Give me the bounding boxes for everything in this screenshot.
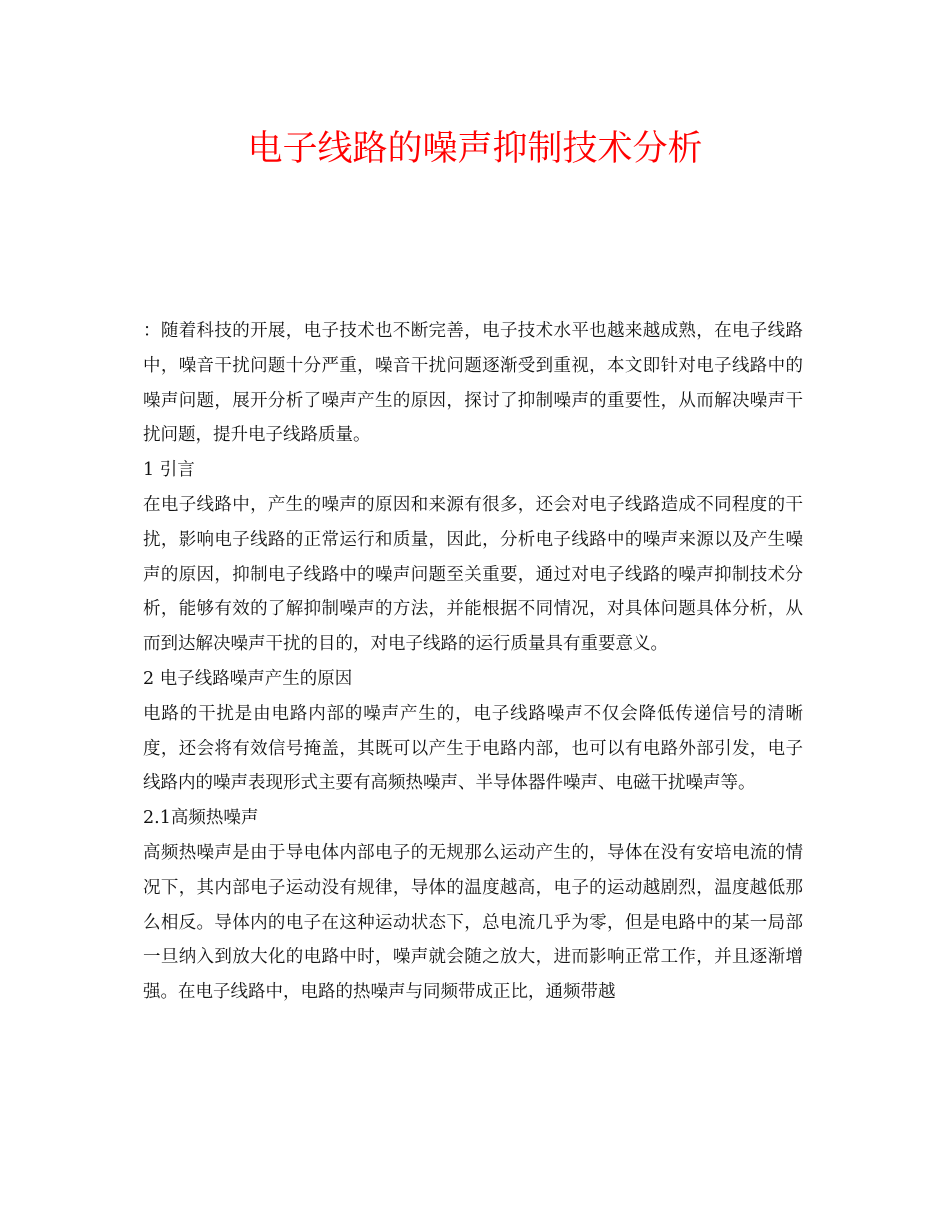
section-1-paragraph: 在电子线路中，产生的噪声的原因和来源有很多，还会对电子线路造成不同程度的干扰，影响电子线路的正常运行和质量，因此，分析电子线路中的噪声来源以及产生噪声的原因，抑制电子线路中的噪声问题至关重要，通过对电子线路的噪声抑制技术分析，能够有效的了解抑制噪声的方法，并能根据不同情况，对具体问题具体分析，从而到达解决噪声干扰的目的，对电子线路的运行质量具有重要意义。 xyxy=(143,494,803,655)
section-1-heading: 1 引言 xyxy=(143,460,195,481)
section-2-1-heading: 2.1高频热噪声 xyxy=(143,808,259,829)
abstract-paragraph: ：随着科技的开展，电子技术也不断完善，电子技术水平也越来越成熟，在电子线路中，噪音干扰问题十分严重，噪音干扰问题逐渐受到重视，本文即针对电子线路中的噪声问题，展开分析了噪声产生的原因，探讨了抑制噪声的重要性，从而解决噪声干扰问题，提升电子线路质量。 xyxy=(143,321,803,446)
section-2-1-paragraph: 高频热噪声是由于导电体内部电子的无规那么运动产生的，导体在没有安培电流的情况下，其内部电子运动没有规律，导体的温度越高，电子的运动越剧烈，温度越低那么相反。导体内的电子在这种运动状态下，总电流几乎为零，但是电路中的某一局部一旦纳入到放大化的电路中时，噪声就会随之放大，进而影响正常工作，并且逐渐增强。在电子线路中，电路的热噪声与同频带成正比，通频带越 xyxy=(143,842,803,1003)
document-body xyxy=(143,314,803,1010)
section-2-heading: 2 电子线路噪声产生的原因 xyxy=(143,668,353,689)
section-2-paragraph: 电路的干扰是由电路内部的噪声产生的，电子线路噪声不仅会降低传递信号的清晰度，还会将有效信号掩盖，其既可以产生于电路内部，也可以有电路外部引发，电子线路内的噪声表现形式主要有高频热噪声、半导体器件噪声、电磁干扰噪声等。 xyxy=(143,703,803,794)
document-title: 电子线路的噪声抑制技术分析 xyxy=(247,129,703,169)
